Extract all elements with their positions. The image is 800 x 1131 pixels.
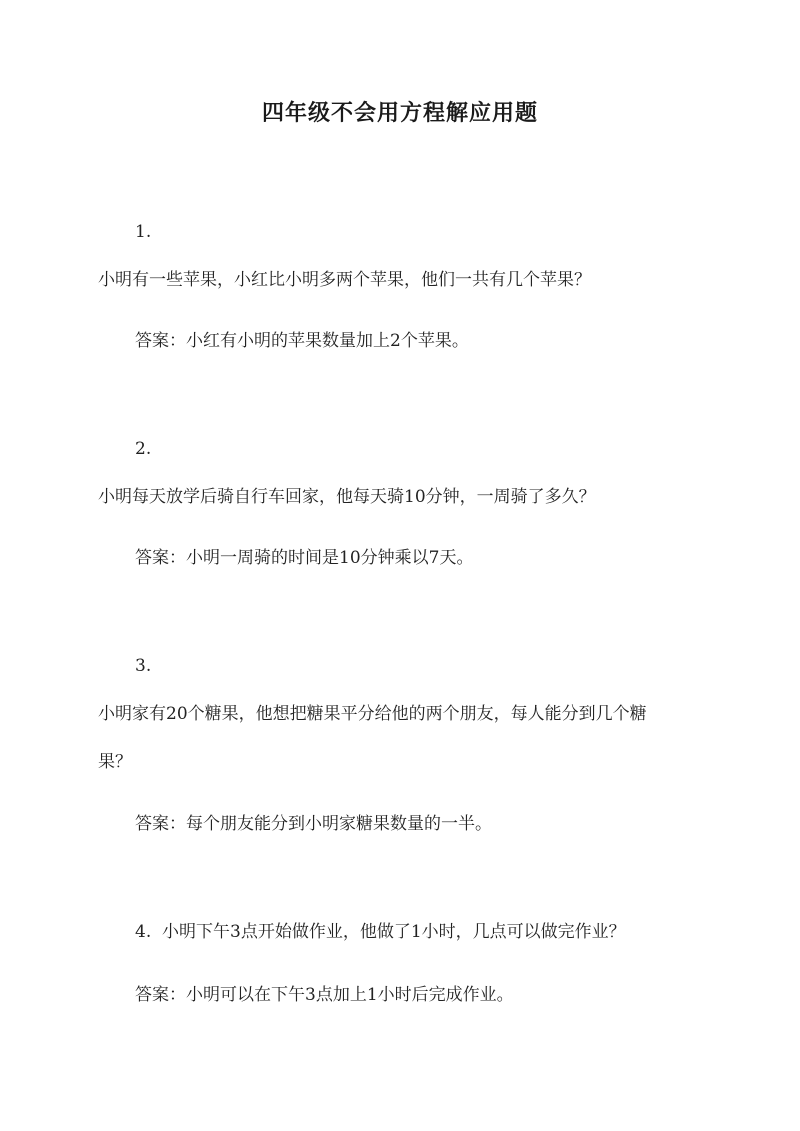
question-text: 小明家有20个糖果，他想把糖果平分给他的两个朋友，每人能分到几个糖 xyxy=(98,704,647,724)
question-number: 2. xyxy=(135,439,152,459)
answer-text: 答案：小红有小明的苹果数量加上2个苹果。 xyxy=(135,331,469,351)
question-text: 小明有一些苹果，小红比小明多两个苹果，他们一共有几个苹果？ xyxy=(98,270,591,290)
question-text: 小明每天放学后骑自行车回家，他每天骑10分钟，一周骑了多久？ xyxy=(98,487,596,507)
answer-text: 答案：每个朋友能分到小明家糖果数量的一半。 xyxy=(135,814,492,834)
answer-text: 答案：小明可以在下午3点加上1小时后完成作业。 xyxy=(135,985,514,1005)
question-text-continuation: 果？ xyxy=(98,752,132,772)
question-number: 1. xyxy=(135,222,152,242)
question-text: 4. 小明下午3点开始做作业，他做了1小时，几点可以做完作业？ xyxy=(135,922,626,942)
document-title: 四年级不会用方程解应用题 xyxy=(261,100,538,126)
question-number: 3. xyxy=(135,656,152,676)
answer-text: 答案：小明一周骑的时间是10分钟乘以7天。 xyxy=(135,548,474,568)
